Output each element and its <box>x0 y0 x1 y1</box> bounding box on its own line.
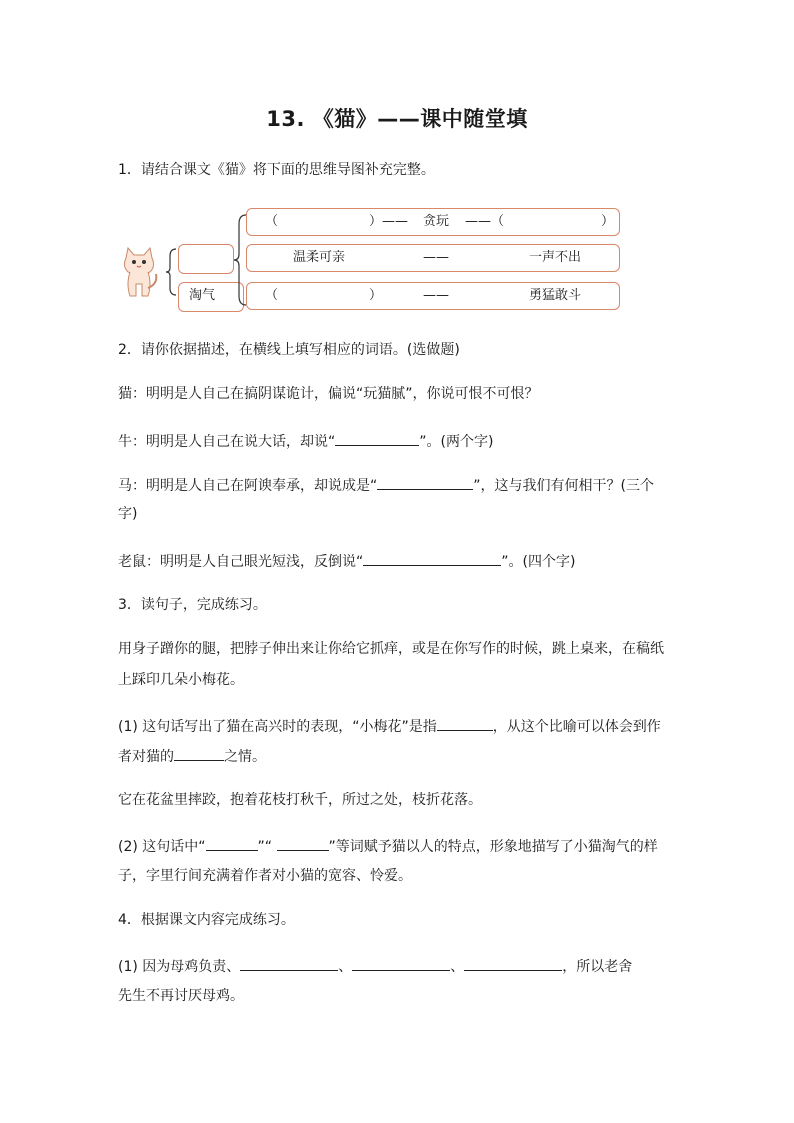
page-title: 13. 《猫》——课中随堂填 <box>266 107 528 131</box>
q4-prompt: 4．根据课文内容完成练习。 <box>118 912 295 928</box>
q3-sub2-blank-1[interactable] <box>206 835 258 851</box>
mm-row3-dash: —— <box>423 288 449 303</box>
q3-sub2-text-c: ”等词赋予猫以人的特点，形象地描写了小猫淘气的样 <box>328 839 658 855</box>
q3-para2: 它在花盆里摔跤，抱着花枝打秋千，所过之处，枝折花落。 <box>118 792 482 808</box>
mm-row-1 <box>246 208 620 236</box>
q3-sub1-blank-2[interactable] <box>174 745 224 761</box>
mm-row1-open-paren: （ <box>265 214 279 229</box>
q3-sub1-text: (1) 这句话写出了猫在高兴时的表现，“小梅花”是指 <box>118 719 437 735</box>
q3-sub2 <box>118 835 688 857</box>
mm-naughty-label: 淘气 <box>189 288 216 303</box>
q4-sub1-blank-1[interactable] <box>240 955 338 971</box>
q2-prompt: 2．请你依据描述，在横线上填写相应的词语。(选做题) <box>118 342 460 358</box>
q2-mouse-hint: ”。(四个字) <box>501 554 576 570</box>
mm-row2-gentle: 温柔可亲 <box>293 250 346 265</box>
q4-sub1-text-a: (1) 因为母鸡负责、 <box>118 959 241 975</box>
q3-sub1-text-d: 之情。 <box>224 749 266 765</box>
q3-sub2-cont: 子，字里行间充满着作者对小猫的宽容、怜爱。 <box>118 868 412 884</box>
q3-para1-line1: 用身子蹭你的腿，把脖子伸出来让你给它抓痒，或是在你写作的时候，跳上桌来，在稿纸 <box>118 641 664 657</box>
q3-sub1-blank-1[interactable] <box>437 715 493 731</box>
q4-sub1-blank-2[interactable] <box>352 955 450 971</box>
q3-sub2-blank-2[interactable] <box>277 835 329 851</box>
q2-horse-blank[interactable] <box>377 474 473 490</box>
q3-sub2-text-b: ”“ <box>257 839 277 855</box>
q3-sub1 <box>118 715 688 737</box>
mm-row3-close-paren: ） <box>369 288 383 303</box>
q4-sub1-cont: 先生不再讨厌母鸡。 <box>118 988 244 1004</box>
mm-left-blank-box <box>178 244 234 274</box>
q3-sub1-text-b: ，从这个比喻可以体会到作 <box>492 719 661 735</box>
q4-sub1-blank-3[interactable] <box>464 955 562 971</box>
q3-sub1-text-c: 者对猫的 <box>118 749 174 765</box>
q2-horse-cont: 字) <box>118 506 138 522</box>
q2-cat: 猫：明明是人自己在搞阴谋诡计，偏说“玩猫腻”，你说可恨不可恨？ <box>118 386 539 402</box>
mm-row1-close-paren: ） <box>601 214 615 229</box>
mm-row3-open-paren: （ <box>265 288 279 303</box>
right-brace <box>233 214 247 306</box>
mm-row1-close-dash: ）—— <box>369 214 409 229</box>
mm-row2-dash: —— <box>423 250 449 265</box>
q4-sub1-sep-1: 、 <box>338 959 353 975</box>
q2-cow-hint: ”。(两个字) <box>419 434 494 450</box>
left-brace <box>165 248 177 296</box>
mm-row1-dash-open: ——（ <box>465 214 505 229</box>
q4-sub1-sep-2: 、 <box>450 959 465 975</box>
q1-prompt: 1．请结合课文《猫》将下面的思维导图补充完整。 <box>118 162 435 178</box>
q2-cow-text: 牛：明明是人自己在说大话，却说“ <box>118 434 336 450</box>
q3-prompt: 3．读句子，完成练习。 <box>118 597 267 613</box>
q2-cow-blank[interactable] <box>335 430 419 446</box>
q2-horse-text: 马：明明是人自己在阿谀奉承，却说成是“ <box>118 478 378 494</box>
q2-mouse-blank[interactable] <box>363 550 501 566</box>
q2-mouse <box>118 550 688 572</box>
q4-sub1 <box>118 955 688 977</box>
q2-mouse-text: 老鼠：明明是人自己眼光短浅，反倒说“ <box>118 554 364 570</box>
q2-horse-hint: ”，这与我们有何相干？(三个 <box>473 478 654 494</box>
q2-cow <box>118 430 688 452</box>
q4-sub1-text-b: ，所以老舍 <box>562 959 633 975</box>
mm-row2-silent: 一声不出 <box>529 250 582 265</box>
q2-horse <box>118 474 688 496</box>
mm-row-3 <box>246 282 620 310</box>
q3-sub1-cont <box>118 745 688 767</box>
mm-row1-playful: 贪玩 <box>423 214 450 229</box>
q3-para1-line2: 上踩印几朵小梅花。 <box>118 672 244 688</box>
q3-sub2-text-a: (2) 这句话中“ <box>118 839 206 855</box>
cat-illustration <box>116 244 162 300</box>
mm-row-2 <box>246 244 620 272</box>
mm-row3-brave: 勇猛敢斗 <box>529 288 582 303</box>
